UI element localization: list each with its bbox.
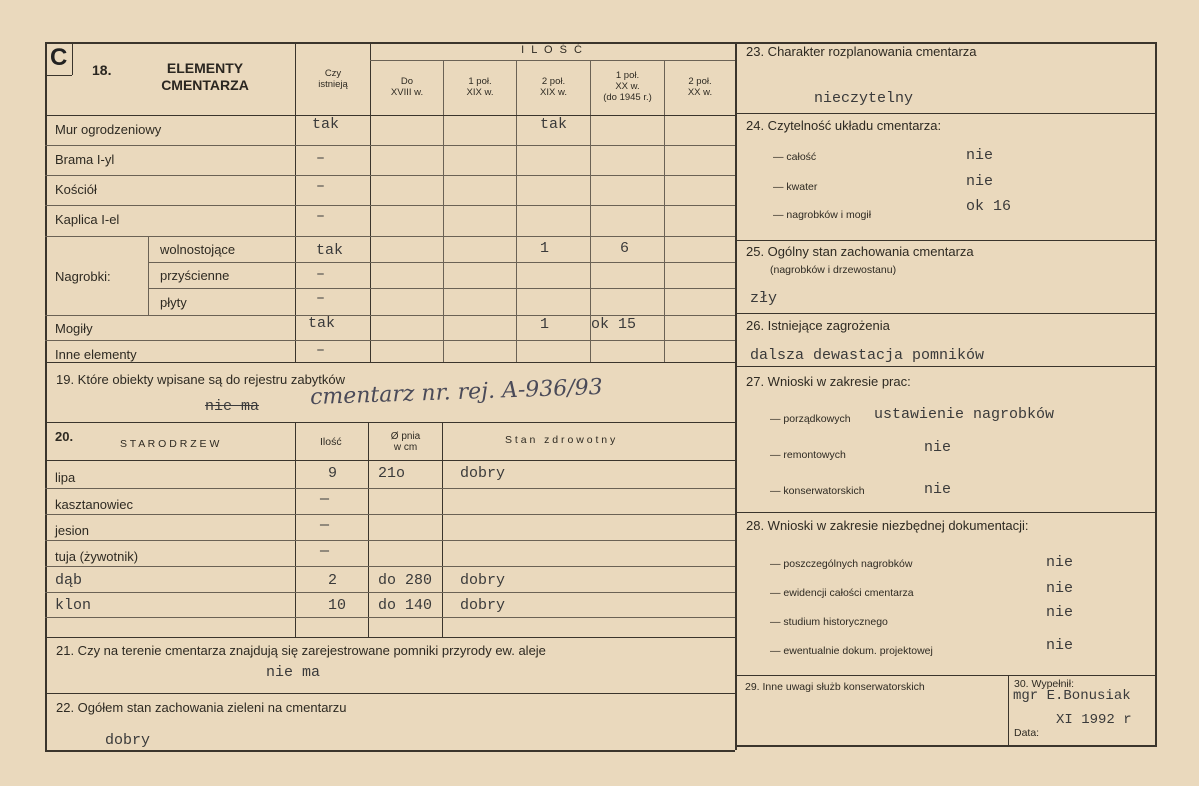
section-25-question: 25. Ogólny stan zachowania cmentarza [746, 244, 974, 259]
title-line-2: CMENTARZA [161, 77, 249, 93]
section-27-item-value: nie [924, 481, 952, 498]
value-p4-wolno: 6 [620, 240, 630, 257]
section-24-item-value: nie [966, 173, 994, 190]
col-health-header: S t a n z d r o w o t n y [505, 434, 616, 446]
col-diam-l1: Ø pnia [390, 431, 421, 442]
row-label-plyty: płyty [160, 295, 187, 310]
section-27-item-label: — remontowych [770, 449, 846, 461]
tree-name: tuja (żywotnik) [55, 549, 139, 564]
period-l2: XX w. [687, 87, 713, 98]
tree-count: 2 [328, 572, 338, 589]
col-exists-header [296, 68, 370, 90]
section-18-title [140, 60, 270, 94]
period-l2: XVIII w. [390, 87, 424, 98]
period-header [371, 76, 443, 98]
period-l3: (do 1945 r.) [603, 92, 652, 103]
section-27-question: 27. Wnioski w zakresie prac: [746, 374, 911, 389]
tree-name: lipa [55, 470, 76, 485]
section-28-question: 28. Wnioski w zakresie niezbędnej dokumentacji: [746, 518, 1029, 533]
section-30-date-value: XI 1992 r [1056, 712, 1132, 728]
section-30-label: 30. Wypełnił: [1014, 678, 1075, 690]
col-diam-l2: w cm [393, 442, 418, 453]
section-26-answer: dalsza dewastacja pomników [750, 347, 985, 364]
section-24-item-label: — nagrobków i mogił [773, 209, 872, 221]
row-label-mur: Mur ogrodzeniowy [55, 122, 162, 137]
col-diam-header [369, 431, 442, 453]
corner-letter: C [50, 44, 68, 71]
section-24-item-label: — kwater [773, 181, 818, 193]
section-27-item-value: ustawienie nagrobków [874, 406, 1055, 423]
value-exists-mogily: tak [308, 315, 336, 332]
title-line-1: ELEMENTY [166, 60, 244, 76]
row-label-inne: Inne elementy [55, 347, 137, 362]
section-28-item-label: — ewentualnie dokum. projektowej [770, 645, 933, 657]
section-23-question: 23. Charakter rozplanowania cmentarza [746, 44, 977, 59]
section-28-item-value: nie [1046, 637, 1074, 654]
section-24-question: 24. Czytelność układu cmentarza: [746, 118, 942, 133]
section-28-item-label: — studium historycznego [770, 616, 888, 628]
value-exists-mur: tak [312, 116, 340, 133]
section-28-item-label: — ewidencji całości cmentarza [770, 587, 914, 599]
col-count-header: Ilość [320, 436, 342, 448]
section-24-item-value: nie [966, 147, 994, 164]
col-exists-l2: istnieją [318, 79, 348, 90]
value-exists-wolno: tak [316, 242, 344, 259]
section-19-typed-answer: nie ma [205, 398, 260, 415]
section-29-question: 29. Inne uwagi służb konserwatorskich [745, 681, 925, 693]
period-l1: 1 poł. [615, 70, 640, 81]
value-p3-wolno: 1 [540, 240, 550, 257]
section-30-name: mgr E.Bonusiak [1013, 688, 1131, 704]
value-exists-plyty: – [316, 290, 326, 307]
tree-count: — [320, 491, 330, 508]
ilosc-header: I L O Ś Ć [521, 44, 584, 56]
tree-health: dobry [460, 465, 506, 482]
section-27-item-value: nie [924, 439, 952, 456]
row-label-wolno: wolnostojące [160, 242, 236, 257]
section-26-question: 26. Istniejące zagrożenia [746, 318, 890, 333]
value-p3-mur: tak [540, 116, 568, 133]
value-p3-mogily: 1 [540, 316, 550, 333]
period-l2: XIX w. [540, 87, 567, 98]
section-30-date-label: Data: [1014, 727, 1040, 739]
tree-name: klon [55, 597, 92, 614]
tree-diam: 21o [378, 465, 406, 482]
tree-count: 9 [328, 465, 338, 482]
period-header [665, 76, 735, 98]
row-label-mogily: Mogiły [55, 321, 93, 336]
tree-name: jesion [55, 523, 89, 538]
row-label-kaplica: Kaplica I-el [55, 212, 120, 227]
value-exists-przysc: – [316, 266, 326, 283]
tree-diam: do 280 [378, 572, 433, 589]
value-exists-kaplica: – [316, 208, 326, 225]
section-28-item-label: — poszczególnych nagrobków [770, 558, 913, 570]
tree-count: 10 [328, 597, 347, 614]
section-28-item-value: nie [1046, 604, 1074, 621]
section-25-sub: (nagrobków i drzewostanu) [770, 264, 897, 276]
value-p4-mogily: ok 15 [591, 316, 637, 333]
section-28-item-value: nie [1046, 554, 1074, 571]
period-header [591, 70, 664, 103]
value-exists-kosciol: – [316, 178, 326, 195]
section-25-answer: zły [750, 290, 778, 307]
row-label-brama: Brama I-yl [55, 152, 115, 167]
period-l2: XX w. [615, 81, 640, 92]
period-l1: 2 poł. [541, 76, 566, 87]
section-28-item-value: nie [1046, 580, 1074, 597]
section-24-item-value: ok 16 [966, 198, 1012, 215]
tree-health: dobry [460, 572, 506, 589]
tree-count: — [320, 517, 330, 534]
period-header [444, 76, 516, 98]
row-label-kosciol: Kościół [55, 182, 97, 197]
section-20-title: S T A R O D R Z E W [120, 438, 220, 450]
tree-health: dobry [460, 597, 506, 614]
row-label-przysc: przyścienne [160, 268, 230, 283]
section-19-question: 19. Które obiekty wpisane są do rejestru zabytków [56, 372, 346, 387]
section-24-item-label: — całość [773, 151, 817, 163]
period-header [517, 76, 590, 98]
section-23-answer: nieczytelny [814, 90, 914, 107]
section-20-number: 20. [55, 429, 74, 444]
section-19-handwritten-note: cmentarz nr. rej. A-936/93 [309, 374, 604, 411]
section-22-answer: dobry [105, 732, 151, 749]
col-exists-l1: Czy [324, 68, 342, 79]
section-21-question: 21. Czy na terenie cmentarza znajdują się zarejestrowane pomniki przyrody ew. aleje [56, 643, 546, 658]
value-exists-brama: – [316, 150, 326, 167]
row-label-nagrobki: Nagrobki: [55, 269, 111, 284]
tree-name: dąb [55, 572, 83, 589]
section-18-number: 18. [92, 62, 112, 78]
section-27-item-label: — porządkowych [770, 413, 851, 425]
period-l2: XIX w. [466, 87, 494, 98]
tree-count: — [320, 543, 330, 560]
section-21-answer: nie ma [266, 664, 321, 681]
value-exists-inne: – [316, 342, 326, 359]
period-l1: 1 poł. [468, 76, 492, 87]
tree-name: kasztanowiec [55, 497, 134, 512]
section-27-item-label: — konserwatorskich [770, 485, 865, 497]
period-l1: 2 poł. [688, 76, 712, 87]
period-l1: Do [400, 76, 414, 87]
tree-diam: do 140 [378, 597, 433, 614]
section-22-question: 22. Ogółem stan zachowania zieleni na cmentarzu [56, 700, 347, 715]
